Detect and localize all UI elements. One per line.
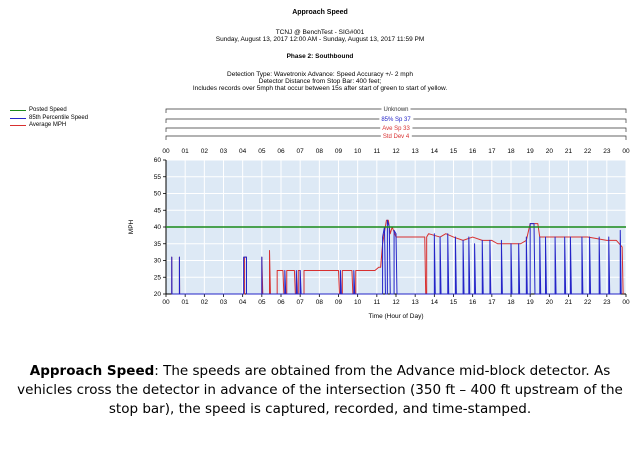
legend-label-avg: Average MPH: [29, 122, 67, 128]
x-tick-label-top: 23: [603, 148, 611, 155]
x-tick-label-top: 14: [430, 148, 438, 155]
x-tick-label-top: 00: [162, 148, 170, 155]
x-tick-label-top: 07: [296, 148, 304, 155]
y-tick-label: 40: [153, 224, 161, 232]
x-tick-label: 17: [488, 299, 496, 306]
chart-title: Approach Speed: [292, 9, 348, 16]
y-tick-label: 20: [153, 291, 161, 299]
x-tick-label: 06: [277, 299, 285, 306]
x-tick-label: 15: [449, 299, 458, 306]
x-tick-label: 21: [564, 299, 573, 306]
annotation-avg: Ave Sp 33: [382, 126, 410, 132]
location-label: TCNJ @ BenchTest - SIG#001: [275, 29, 365, 36]
annotation-p85: 85% Sp 37: [381, 117, 411, 123]
caption-body: : The speeds are obtained from the Advance mid-block detector. As vehicles cross the detector in advance of the intersection (350 ft – 400 ft upstream of the stop bar), the speed is captured, recorded, and time-stamped.: [17, 363, 623, 417]
includes-label: Includes records over 5mph that occur between 15s after start of green to start of yellow.: [192, 85, 448, 92]
x-tick-label-top: 19: [526, 148, 534, 155]
x-tick-label: 03: [219, 299, 228, 306]
phase-label: Phase 2: Southbound: [286, 53, 354, 60]
x-tick-label: 02: [200, 299, 208, 306]
x-tick-label-top: 02: [200, 148, 208, 155]
x-tick-label-top: 05: [258, 148, 266, 155]
x-tick-label-top: 16: [469, 148, 477, 155]
x-axis-label: Time (Hour of Day): [368, 313, 424, 320]
x-tick-label-top: 10: [354, 148, 362, 155]
x-tick-label-top: 15: [449, 148, 458, 155]
x-tick-label: 22: [584, 299, 592, 306]
x-tick-label-top: 20: [545, 148, 553, 155]
x-tick-label: 00: [162, 299, 170, 306]
legend-label-p85: 85th Percentile Speed: [29, 114, 89, 121]
x-tick-label-top: 12: [392, 148, 400, 155]
x-tick-label: 05: [258, 299, 266, 306]
x-tick-label: 20: [545, 299, 553, 306]
y-tick-label: 60: [153, 157, 161, 165]
x-tick-label-top: 06: [277, 148, 285, 155]
y-tick-label: 45: [153, 207, 161, 215]
caption-heading: Approach Speed: [29, 363, 155, 379]
x-tick-label-top: 04: [239, 148, 247, 155]
x-tick-label-top: 03: [219, 148, 228, 155]
x-tick-label: 19: [526, 299, 534, 306]
x-tick-label-top: 18: [507, 148, 515, 155]
x-tick-label: 09: [334, 299, 343, 306]
x-tick-label: 12: [392, 299, 400, 306]
x-tick-label: 04: [239, 299, 247, 306]
x-tick-label-top: 08: [315, 148, 323, 155]
x-tick-label-top: 11: [373, 148, 381, 155]
x-tick-label: 08: [315, 299, 323, 306]
date-range-label: Sunday, August 13, 2017 12:00 AM - Sunday, August 13, 2017 11:59 PM: [215, 36, 425, 43]
x-tick-label: 16: [469, 299, 477, 306]
x-tick-label-top: 13: [411, 148, 419, 155]
x-tick-label-top: 17: [488, 148, 496, 155]
annotation-group: [379, 107, 413, 140]
x-tick-label: 14: [430, 299, 438, 306]
y-tick-label: 35: [153, 240, 161, 248]
x-tick-label-top: 21: [564, 148, 573, 155]
x-tick-label: 11: [373, 299, 381, 306]
x-tick-label: 10: [354, 299, 362, 306]
x-tick-label-top: 09: [334, 148, 343, 155]
y-axis-label: MPH: [128, 219, 135, 235]
y-tick-label: 55: [153, 173, 161, 181]
detector-distance-label: Detector Distance from Stop Bar: 400 feet;: [258, 78, 382, 85]
x-tick-label: 00: [622, 299, 630, 306]
annotation-unknown: Unknown: [383, 107, 409, 113]
x-tick-label: 01: [181, 299, 189, 306]
y-tick-label: 50: [153, 190, 161, 198]
x-tick-label: 13: [411, 299, 419, 306]
x-tick-label: 07: [296, 299, 304, 306]
x-tick-label-top: 22: [584, 148, 592, 155]
x-tick-label: 23: [603, 299, 611, 306]
legend-label-posted: Posted Speed: [29, 107, 67, 113]
y-tick-label: 30: [153, 257, 161, 265]
x-tick-label: 18: [507, 299, 515, 306]
detection-type-label: Detection Type: Wavetronix Advance: Speed Accuracy +/- 2 mph: [227, 71, 413, 78]
caption: [10, 362, 630, 419]
x-tick-label-top: 01: [181, 148, 189, 155]
y-tick-label: 25: [153, 274, 161, 282]
annotation-std: Std Dev 4: [382, 134, 410, 140]
x-tick-label-top: 00: [622, 148, 630, 155]
